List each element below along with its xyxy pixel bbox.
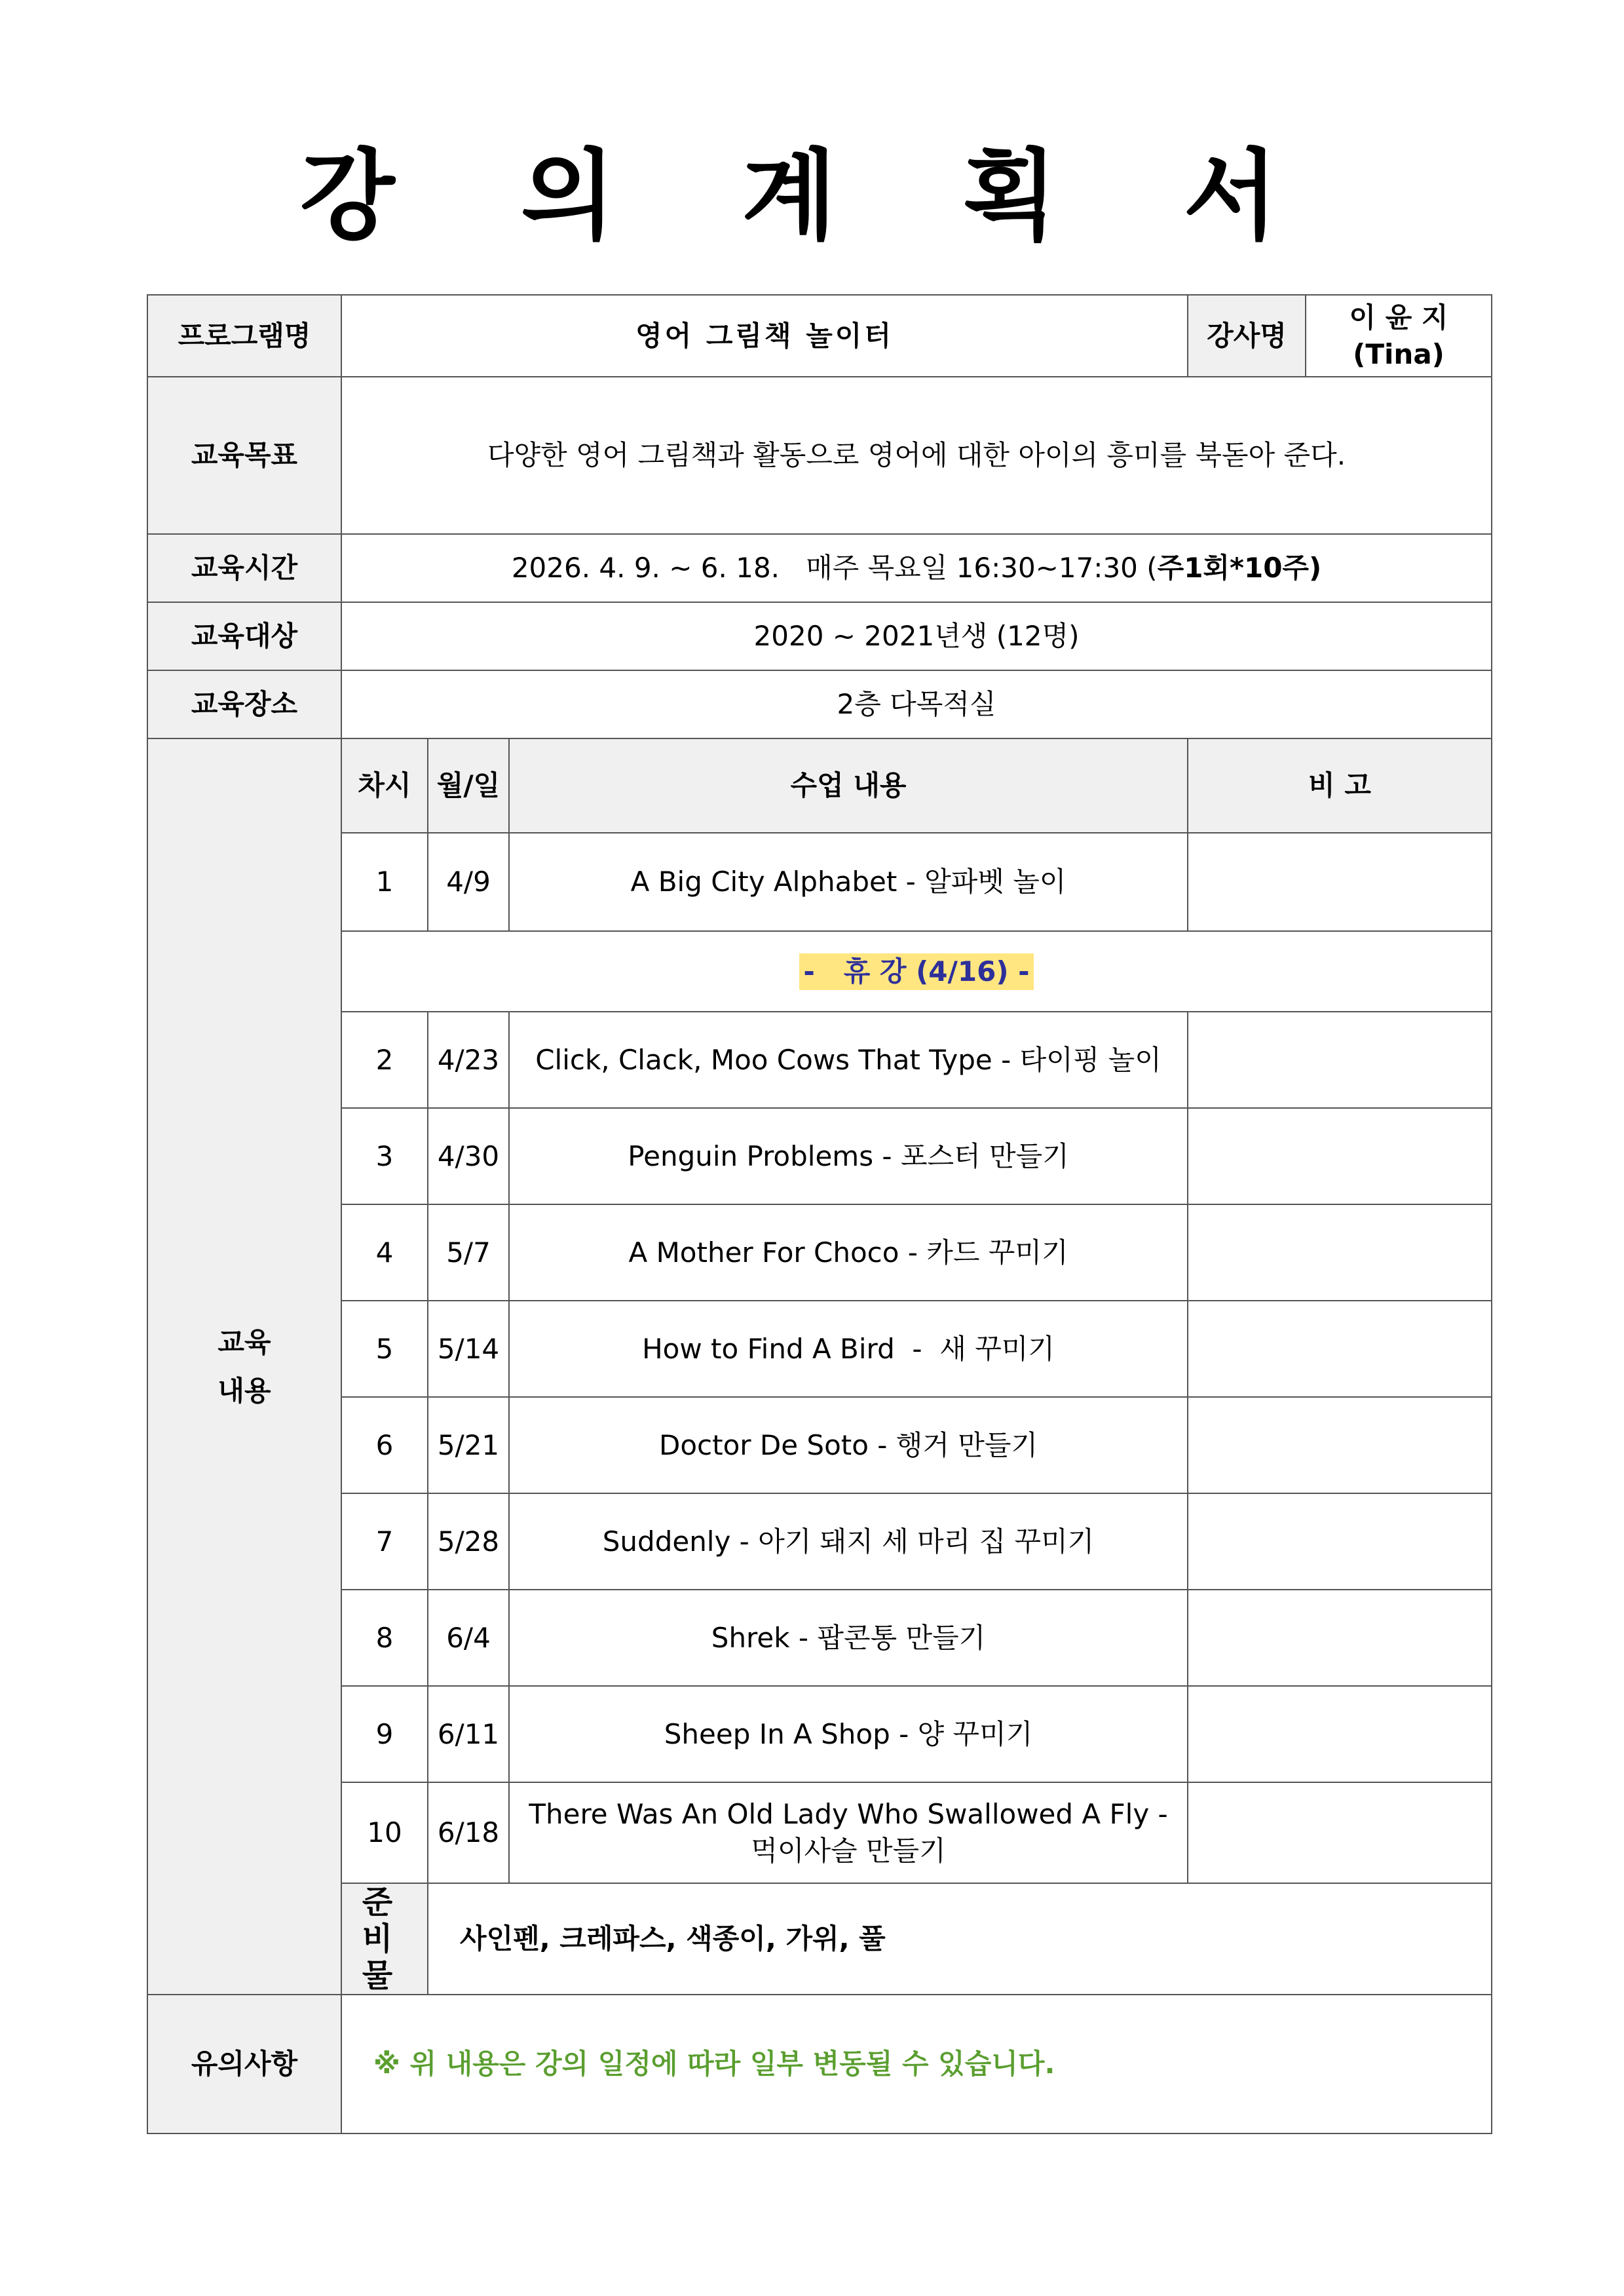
session-content: How to Find A Bird - 새 꾸미기 (509, 1301, 1188, 1397)
teacher-label: 강사명 (1188, 295, 1306, 377)
table-row (147, 1493, 1492, 1590)
session-content: Doctor De Soto - 행거 만들기 (509, 1397, 1188, 1493)
table-row (147, 1590, 1492, 1686)
program-row (147, 295, 1492, 377)
supplies-value: 사인펜, 크레파스, 색종이, 가위, 풀 (428, 1883, 1492, 1995)
table-row (147, 833, 1492, 931)
session-date: 5/28 (428, 1493, 509, 1590)
session-date: 6/18 (428, 1782, 509, 1883)
session-content: A Mother For Choco - 카드 꾸미기 (509, 1204, 1188, 1301)
session-date: 5/21 (428, 1397, 509, 1493)
session-no: 6 (341, 1397, 428, 1493)
session-no: 4 (341, 1204, 428, 1301)
goal-label: 교육목표 (147, 377, 341, 534)
time-frequency: 주1회*10주) (1157, 552, 1322, 584)
document-title: 강 의 계 획 서 (299, 140, 1325, 254)
table-row (147, 1397, 1492, 1493)
table-row (147, 1301, 1492, 1397)
table-row (147, 1204, 1492, 1301)
goal-row (147, 377, 1492, 534)
break-notice: - 휴 강 (4/16) - (799, 953, 1033, 990)
teacher-name: 이 윤 지(Tina) (1306, 295, 1492, 377)
session-no: 3 (341, 1108, 428, 1204)
time-value (341, 534, 1492, 602)
session-no: 8 (341, 1590, 428, 1686)
session-remarks (1188, 833, 1492, 931)
header-session: 차시 (341, 738, 428, 833)
session-date: 4/23 (428, 1012, 509, 1108)
content-label (147, 738, 341, 1995)
header-date: 월/일 (428, 738, 509, 833)
session-date: 6/4 (428, 1590, 509, 1686)
session-content: Click, Clack, Moo Cows That Type - 타이핑 놀이 (509, 1012, 1188, 1108)
program-label: 프로그램명 (147, 295, 341, 377)
session-date: 5/14 (428, 1301, 509, 1397)
session-no: 5 (341, 1301, 428, 1397)
table-row (147, 1782, 1492, 1883)
content-label-line2: 내용 (217, 1374, 271, 1407)
table-row (147, 1108, 1492, 1204)
notes-value: ※ 위 내용은 강의 일정에 따라 일부 변동될 수 있습니다. (341, 1995, 1492, 2133)
session-remarks (1188, 1108, 1492, 1204)
session-content: Shrek - 팝콘통 만들기 (509, 1590, 1188, 1686)
session-remarks (1188, 1204, 1492, 1301)
break-row (147, 931, 1492, 1012)
session-content: A Big City Alphabet - 알파벳 놀이 (509, 833, 1188, 931)
session-remarks (1188, 1301, 1492, 1397)
session-remarks (1188, 1590, 1492, 1686)
lecture-plan-table (147, 294, 1492, 2134)
session-content-line2: 먹이사슬 만들기 (751, 1835, 946, 1867)
session-content: Sheep In A Shop - 양 꾸미기 (509, 1686, 1188, 1782)
time-row (147, 534, 1492, 602)
session-content-line1: There Was An Old Lady Who Swallowed A Fly - (529, 1798, 1168, 1830)
header-remarks: 비 고 (1188, 738, 1492, 833)
supplies-label: 준 비 물 (341, 1883, 428, 1995)
place-row (147, 670, 1492, 738)
notes-row (147, 1995, 1492, 2133)
target-value: 2020 ~ 2021년생 (12명) (341, 602, 1492, 670)
session-no: 10 (341, 1782, 428, 1883)
session-date: 6/11 (428, 1686, 509, 1782)
session-content: Penguin Problems - 포스터 만들기 (509, 1108, 1188, 1204)
table-row (147, 1012, 1492, 1108)
session-remarks (1188, 1012, 1492, 1108)
table-row (147, 1686, 1492, 1782)
time-text: 2026. 4. 9. ~ 6. 18. 매주 목요일 16:30~17:30 ( (511, 552, 1158, 584)
notes-label: 유의사항 (147, 1995, 341, 2133)
time-label: 교육시간 (147, 534, 341, 602)
session-content: Suddenly - 아기 돼지 세 마리 집 꾸미기 (509, 1493, 1188, 1590)
session-date: 4/9 (428, 833, 509, 931)
session-no: 1 (341, 833, 428, 931)
session-remarks (1188, 1397, 1492, 1493)
session-no: 9 (341, 1686, 428, 1782)
target-row (147, 602, 1492, 670)
session-no: 2 (341, 1012, 428, 1108)
program-name: 영어 그림책 놀이터 (341, 295, 1188, 377)
header-content: 수업 내용 (509, 738, 1188, 833)
session-content (509, 1782, 1188, 1883)
session-remarks (1188, 1782, 1492, 1883)
schedule-header-row (147, 738, 1492, 833)
break-cell (341, 931, 1492, 1012)
session-remarks (1188, 1493, 1492, 1590)
supplies-row (147, 1883, 1492, 1995)
content-label-line1: 교육 (217, 1326, 271, 1358)
place-value: 2층 다목적실 (341, 670, 1492, 738)
goal-text: 다양한 영어 그림책과 활동으로 영어에 대한 아이의 흥미를 북돋아 준다. (341, 377, 1492, 534)
place-label: 교육장소 (147, 670, 341, 738)
session-date: 5/7 (428, 1204, 509, 1301)
session-date: 4/30 (428, 1108, 509, 1204)
session-no: 7 (341, 1493, 428, 1590)
session-remarks (1188, 1686, 1492, 1782)
target-label: 교육대상 (147, 602, 341, 670)
